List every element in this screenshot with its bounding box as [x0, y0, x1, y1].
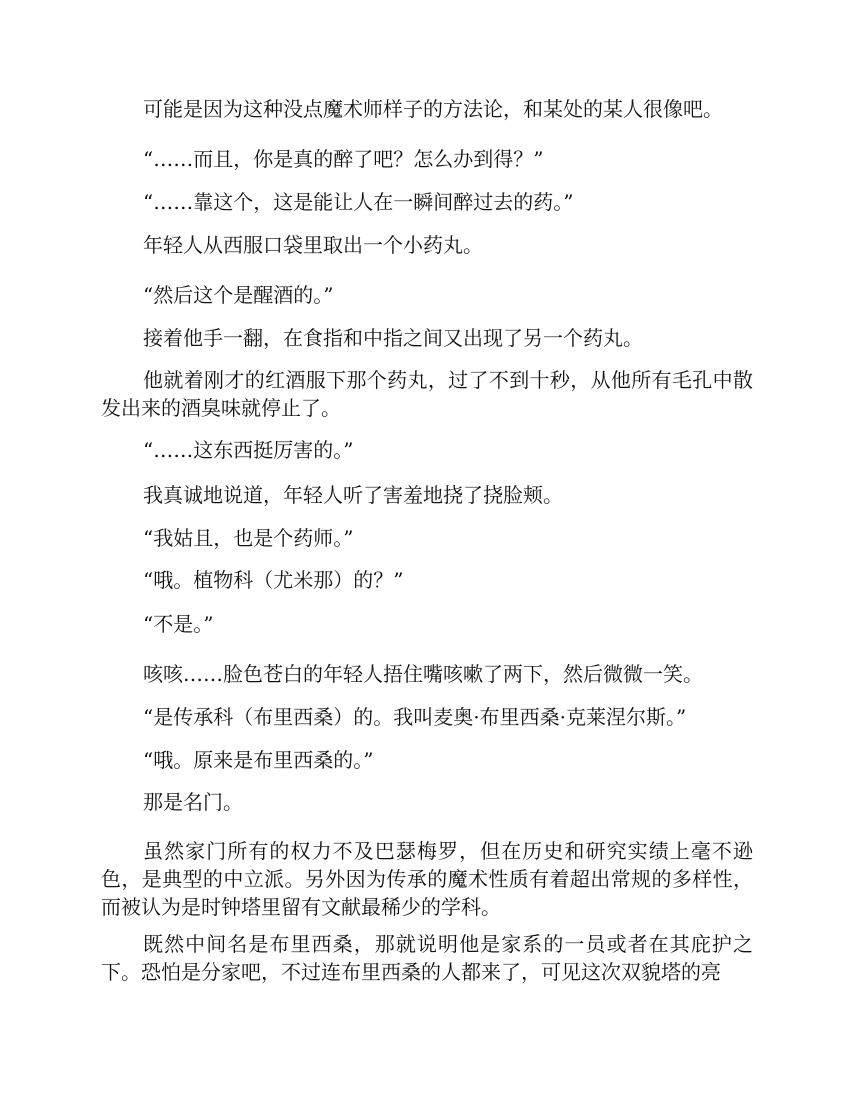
- paragraph: “……这东西挺厉害的。”: [143, 438, 354, 462]
- paragraph: 年轻人从西服口袋里取出一个小药丸。: [143, 233, 483, 257]
- paragraph: “我姑且，也是个药师。”: [143, 526, 354, 550]
- paragraph: 接着他手一翻，在食指和中指之间又出现了另一个药丸。: [143, 326, 643, 350]
- paragraph: 他就着刚才的红酒服下那个药丸，过了不到十秒，从他所有毛孔中散发出来的酒臭味就停止了。: [101, 368, 753, 420]
- paragraph: 咳咳……脸色苍白的年轻人捂住嘴咳嗽了两下，然后微微一笑。: [143, 662, 703, 686]
- paragraph: “……靠这个，这是能让人在一瞬间醉过去的药。”: [143, 190, 574, 214]
- paragraph: “是传承科（布里西桑）的。我叫麦奥·布里西桑·克莱涅尔斯。”: [143, 705, 687, 729]
- paragraph: “然后这个是醒酒的。”: [143, 283, 334, 307]
- paragraph: “哦。植物科（尤米那）的？”: [143, 568, 404, 592]
- paragraph: 可能是因为这种没点魔术师样子的方法论，和某处的某人很像吧。: [143, 97, 723, 121]
- paragraph: 虽然家门所有的权力不及巴瑟梅罗，但在历史和研究实绩上毫不逊色，是典型的中立派。另外因为传承的魔术性质有着超出常规的多样性，而被认为是时钟塔里留有文献最稀少的学科。: [101, 839, 753, 919]
- paragraph: “哦。原来是布里西桑的。”: [143, 748, 374, 772]
- paragraph: 那是名门。: [143, 790, 243, 814]
- paragraph: “不是。”: [143, 612, 214, 636]
- paragraph: “……而且，你是真的醉了吧？怎么办到得？”: [143, 147, 544, 171]
- paragraph: 既然中间名是布里西桑，那就说明他是家系的一员或者在其庇护之下。恐怕是分家吧，不过连布里西桑的人都来了，可见这次双貌塔的亮: [101, 932, 753, 984]
- paragraph: 我真诚地说道，年轻人听了害羞地挠了挠脸颊。: [143, 483, 563, 507]
